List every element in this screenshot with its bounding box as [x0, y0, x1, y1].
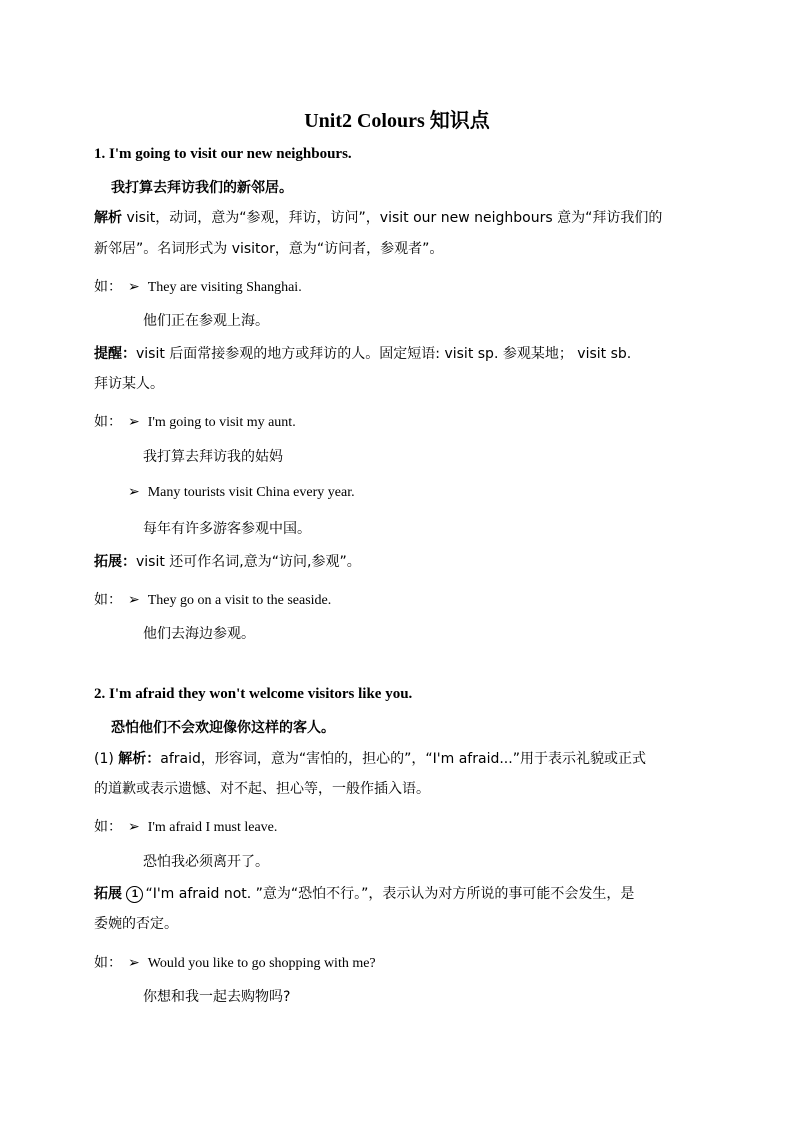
example-1 — [94, 276, 302, 296]
example-4-translation: 他们去海边参观。 — [143, 626, 255, 642]
analysis-text: afraid，形容词，意为“害怕的，担心的”，“I'm afraid...”用于表示礼貌或正式 — [160, 751, 646, 767]
arrow-bullet-icon: ➢ — [128, 484, 140, 500]
example-prefix: 如： — [94, 279, 122, 295]
section-1-analysis-line1 — [94, 207, 662, 227]
example-6-translation: 你想和我一起去购物吗? — [143, 989, 291, 1005]
example-6 — [94, 952, 376, 972]
example-english: I'm going to visit my aunt. — [147, 415, 296, 430]
page-title: Unit2 Colours 知识点 — [304, 110, 490, 132]
example-prefix: 如： — [94, 819, 122, 835]
analysis-text: visit，动词，意为“参观，拜访，访问”，visit our new neighbours 意为“拜访我们的 — [122, 210, 663, 226]
example-2 — [94, 411, 296, 431]
example-prefix: 如： — [94, 592, 122, 608]
example-2-translation: 我打算去拜访我的姑妈 — [143, 449, 283, 465]
reminder-line2: 拜访某人。 — [94, 376, 164, 392]
section-2-heading: 2. I'm afraid they won't welcome visitors like you. — [94, 686, 413, 702]
section-2-translation: 恐怕他们不会欢迎像你这样的客人。 — [111, 720, 335, 736]
arrow-bullet-icon: ➢ — [128, 955, 140, 971]
example-prefix: 如： — [94, 414, 122, 430]
example-english: They are visiting Shanghai. — [147, 280, 302, 295]
analysis-label: 解析 — [94, 210, 122, 226]
extension-text: “I'm afraid not. ”意为“恐怕不行。”，表示认为对方所说的事可能不会发生，是 — [145, 886, 635, 902]
example-prefix: 如： — [94, 955, 122, 971]
extension-2-line2: 委婉的否定。 — [94, 916, 178, 932]
extension-text: visit 还可作名词,意为“访问,参观”。 — [136, 554, 361, 570]
example-english: Would you like to go shopping with me? — [147, 956, 376, 971]
analysis-label: 解析： — [118, 751, 161, 767]
arrow-bullet-icon: ➢ — [128, 414, 140, 430]
example-5-translation: 恐怕我必须离开了。 — [143, 854, 269, 870]
example-4 — [94, 589, 331, 609]
extension-line — [94, 551, 361, 571]
example-english: Many tourists visit China every year. — [147, 485, 355, 500]
example-5 — [94, 816, 277, 836]
extension-label: 拓展： — [94, 554, 136, 570]
arrow-bullet-icon: ➢ — [128, 279, 140, 295]
section-1-translation: 我打算去拜访我们的新邻居。 — [111, 180, 293, 196]
example-english: They go on a visit to the seaside. — [147, 593, 332, 608]
example-3 — [122, 484, 355, 501]
section-2-analysis-line1 — [94, 748, 646, 768]
example-1-translation: 他们正在参观上海。 — [143, 313, 269, 329]
reminder-line1 — [94, 343, 631, 363]
reminder-text: visit 后面常接参观的地方或拜访的人。固定短语: visit sp. 参观某地； visit sb. — [136, 346, 632, 362]
arrow-bullet-icon: ➢ — [128, 592, 140, 608]
item-number: (1) — [94, 751, 119, 767]
example-english: I'm afraid I must leave. — [147, 820, 278, 835]
section-2-analysis-line2: 的道歉或表示遗憾、对不起、担心等，一般作插入语。 — [94, 781, 430, 797]
extension-2-line1 — [94, 883, 634, 903]
circled-number-icon: 1 — [126, 886, 143, 903]
example-3-translation: 每年有许多游客参观中国。 — [143, 521, 311, 537]
section-1-analysis-line2: 新邻居”。名词形式为 visitor，意为“访问者，参观者”。 — [94, 241, 444, 257]
reminder-label: 提醒： — [94, 346, 136, 362]
arrow-bullet-icon: ➢ — [128, 819, 140, 835]
section-1-heading: 1. I'm going to visit our new neighbours. — [94, 146, 352, 162]
extension-label: 拓展 — [94, 886, 122, 902]
